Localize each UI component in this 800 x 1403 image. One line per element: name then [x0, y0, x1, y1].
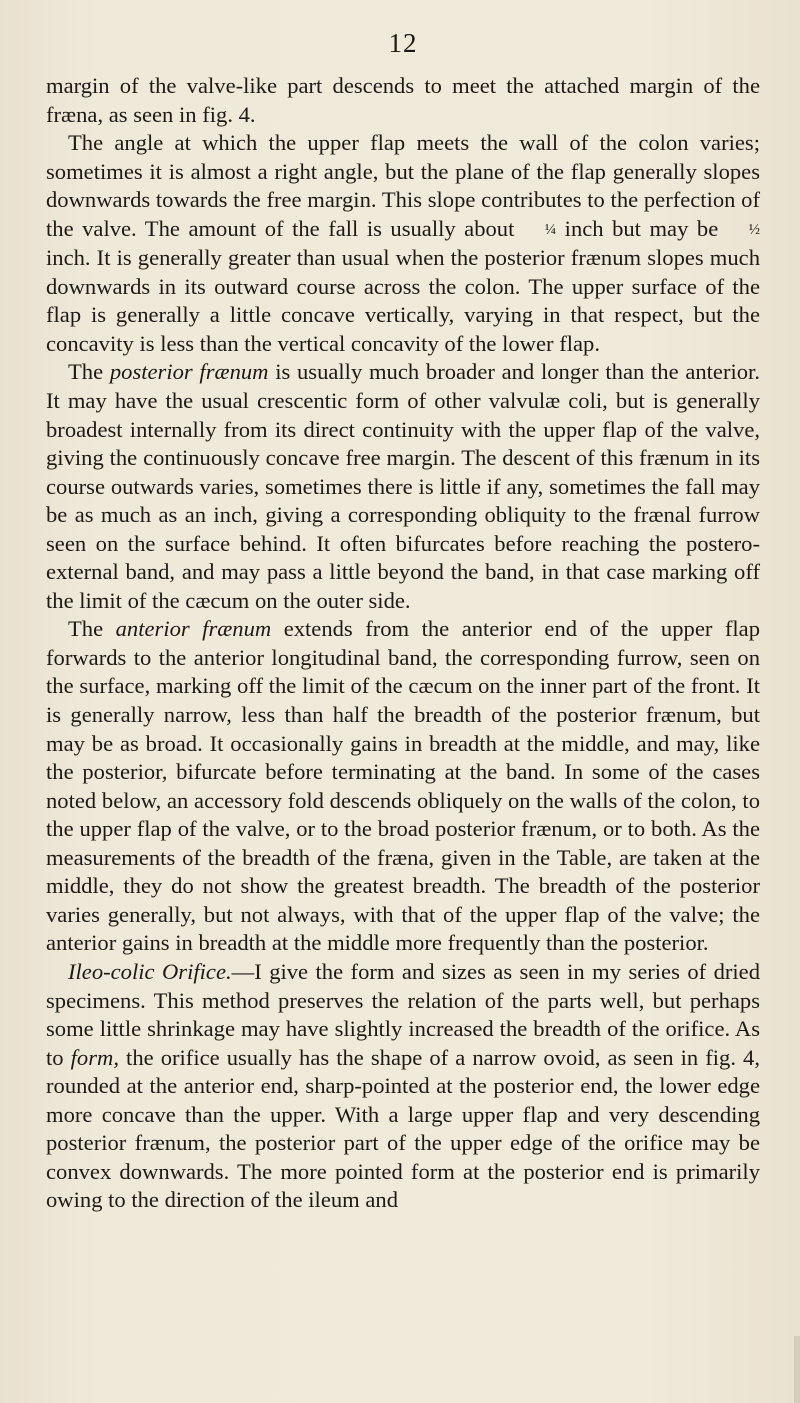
- term-posterior-frenum: posterior frænum: [109, 359, 269, 385]
- paragraph-3-text-b: is usually much broader and longer than the anterior. It may have the usual crescentic form of other valvulæ coli, but is generally broadest internally from its direct continuity with the upper flap of the valve, giving the continuously concave free margin. The descent of this frænum in its course outwards varies, sometimes there is little if any, sometimes the fall may be as much as an inch, giving a corresponding obliquity to the frænal furrow seen on the surface behind. It often bifurcates before reaching the postero-external band, and may pass a little beyond the band, in that case marking off the limit of the cæcum on the outer side.: [46, 359, 760, 613]
- paragraph-1: [46, 72, 760, 129]
- fraction-quarter: ¼: [544, 221, 557, 238]
- page-body: [46, 72, 760, 1215]
- paragraph-5-text-b: —I give the form and sizes as seen in my series of dried specimens. This method preserves the relation of the parts well, but perhaps some little shrinkage may have slightly increased the breadth of the orifice. As to: [46, 958, 760, 1070]
- paragraph-4-text-b: extends from the anterior end of the upper flap forwards to the anterior longitudinal band, the corresponding furrow, seen on the surface, marking off the limit of the cæcum on the inner part of the front. It is generally narrow, less than half the breadth of the posterior frænum, but may be as broad. It occasionally gains in breadth at the middle, and may, like the posterior, bifurcate before terminating at the band. In some of the cases noted below, an accessory fold descends obliquely on the walls of the colon, to the upper flap of the valve, or to the broad posterior frænum, or to both. As the measurements of the breadth of the fræna, given in the Table, are taken at the middle, they do not show the greatest breadth. The breadth of the posterior varies generally, but not always, with that of the upper flap of the valve; the anterior gains in breadth at the middle more frequently than the posterior.: [46, 616, 760, 956]
- page-edge-shadow: [794, 1336, 800, 1403]
- page-number: 12: [388, 28, 418, 58]
- paragraph-3-text-a: The: [68, 359, 110, 385]
- fraction-half: ½: [748, 221, 760, 238]
- paragraph-2: [46, 129, 760, 358]
- paragraph-3: [46, 358, 760, 615]
- paragraph-2-text-a: The angle at which the upper flap meets the wall of the colon varies; sometimes it is almost a right angle, but the plane of the flap generally slopes downwards towards the free margin. This slope contributes to the perfection of the valve. The amount of the fall is usually about: [46, 130, 760, 241]
- paragraph-4: [46, 615, 760, 958]
- paragraph-1-text: margin of the valve-like part descends to meet the attached margin of the fræna, as seen in fig. 4.: [46, 73, 760, 127]
- paragraph-5: [46, 958, 760, 1215]
- paragraph-5-text-c: the orifice usually has the shape of a narrow ovoid, as seen in fig. 4, rounded at the anterior end, sharp-pointed at the posterior end, the lower edge more concave than the upper. With a large upper flap and very descending posterior frænum, the posterior part of the upper edge of the orifice may be convex downwards. The more pointed form at the posterior end is primarily owing to the direction of the ileum and: [46, 1044, 760, 1213]
- term-anterior-frenum: anterior frænum: [115, 616, 272, 642]
- term-form: form,: [70, 1044, 119, 1070]
- paragraph-4-text-a: The: [68, 616, 116, 642]
- paragraph-2-text-c: inch. It is generally greater than usual when the posterior frænum slopes much downwards in its outward course across the colon. The upper surface of the flap is generally a little concave vertically, varying in that respect, but the concavity is less than the vertical concavity of the lower flap.: [46, 245, 760, 356]
- paragraph-2-text-b: inch but may be: [556, 215, 727, 241]
- heading-ileo-colic-orifice: Ileo-colic Orifice.: [68, 958, 232, 984]
